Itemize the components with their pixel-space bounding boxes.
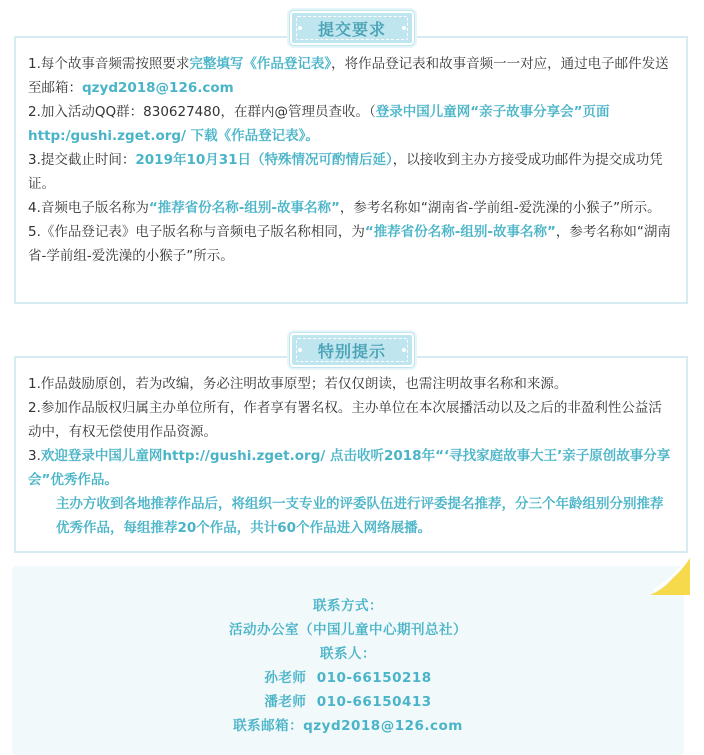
requirement-item-4: 4.音频电子版名称为“推荐省份名称-组别-故事名称”，参考名称如“湖南省-学前组-爱洗澡的小猴子”所示。 (28, 200, 661, 216)
special-notice-content (28, 372, 672, 540)
submission-requirements-content (28, 52, 672, 268)
section-tag-submission (290, 11, 414, 45)
contact-person-2: 潘老师 010-66150413 (264, 694, 432, 710)
notice-item-3: 3.欢迎登录中国儿童网http://gushi.zget.org/ 点击收听2018年“‘寻找家庭故事大王’亲子原创故事分享会”优秀作品。 (28, 448, 671, 488)
contact-lines (12, 594, 684, 738)
contact-card (12, 566, 684, 755)
notice-item-1: 1.作品鼓励原创，若为改编，务必注明故事原型；若仅仅朗读，也需注明故事名称和来源。 (28, 376, 568, 392)
submission-requirements-panel (14, 36, 688, 304)
contact-people-label: 联系人： (320, 646, 376, 662)
contact-heading: 联系方式： (313, 598, 383, 614)
requirement-item-2: 2.加入活动QQ群：830627480，在群内@管理员查收。（登录中国儿童网“亲子故事分享会”页面 http:/gushi.zget.org/ 下载《作品登记表》。 (28, 104, 610, 144)
requirement-item-5: 5.《作品登记表》电子版名称与音频电子版名称相同，为“推荐省份名称-组别-故事名称”，参考名称如“湖南省-学前组-爱洗澡的小猴子”所示。 (28, 224, 671, 264)
special-notice-panel (14, 356, 688, 553)
notice-item-2: 2.参加作品版权归属主办单位所有，作者享有署名权。主办单位在本次展播活动以及之后的非盈利性公益活动中，有权无偿使用作品资源。 (28, 400, 662, 440)
contact-office: 活动办公室（中国儿童中心期刊总社） (229, 622, 467, 638)
section-tag-notice (290, 333, 414, 367)
requirement-item-3: 3.提交截止时间：2019年10月31日（特殊情况可酌情后延），以接收到主办方接受成功邮件为提交成功凭证。 (28, 152, 663, 192)
section-title-submission: 提交要求 (317, 19, 386, 39)
contact-person-1: 孙老师 010-66150218 (264, 670, 432, 686)
notice-paragraph: 主办方收到各地推荐作品后，将组织一支专业的评委队伍进行评委提名推荐，分三个年龄组别分别推荐优秀作品，每组推荐20个作品，共计60个作品进入网络展播。 (56, 496, 664, 536)
requirement-item-1: 1.每个故事音频需按照要求完整填写《作品登记表》，将作品登记表和故事音频一一对应，通过电子邮件发送至邮箱：qzyd2018@126.com (28, 56, 669, 96)
folded-corner-icon (650, 555, 690, 595)
contact-email[interactable]: 联系邮箱：qzyd2018@126.com (233, 718, 463, 734)
email-link[interactable]: qzyd2018@126.com (82, 80, 234, 96)
listen-link[interactable]: 欢迎登录中国儿童网http://gushi.zget.org/ 点击收听2018年“‘寻找家庭故事大王’亲子原创故事分享会”优秀作品。 (28, 448, 671, 488)
section-title-notice: 特别提示 (317, 341, 386, 361)
download-link[interactable]: 登录中国儿童网“亲子故事分享会”页面 http:/gushi.zget.org/ 下载《作品登记表》。 (28, 104, 610, 144)
